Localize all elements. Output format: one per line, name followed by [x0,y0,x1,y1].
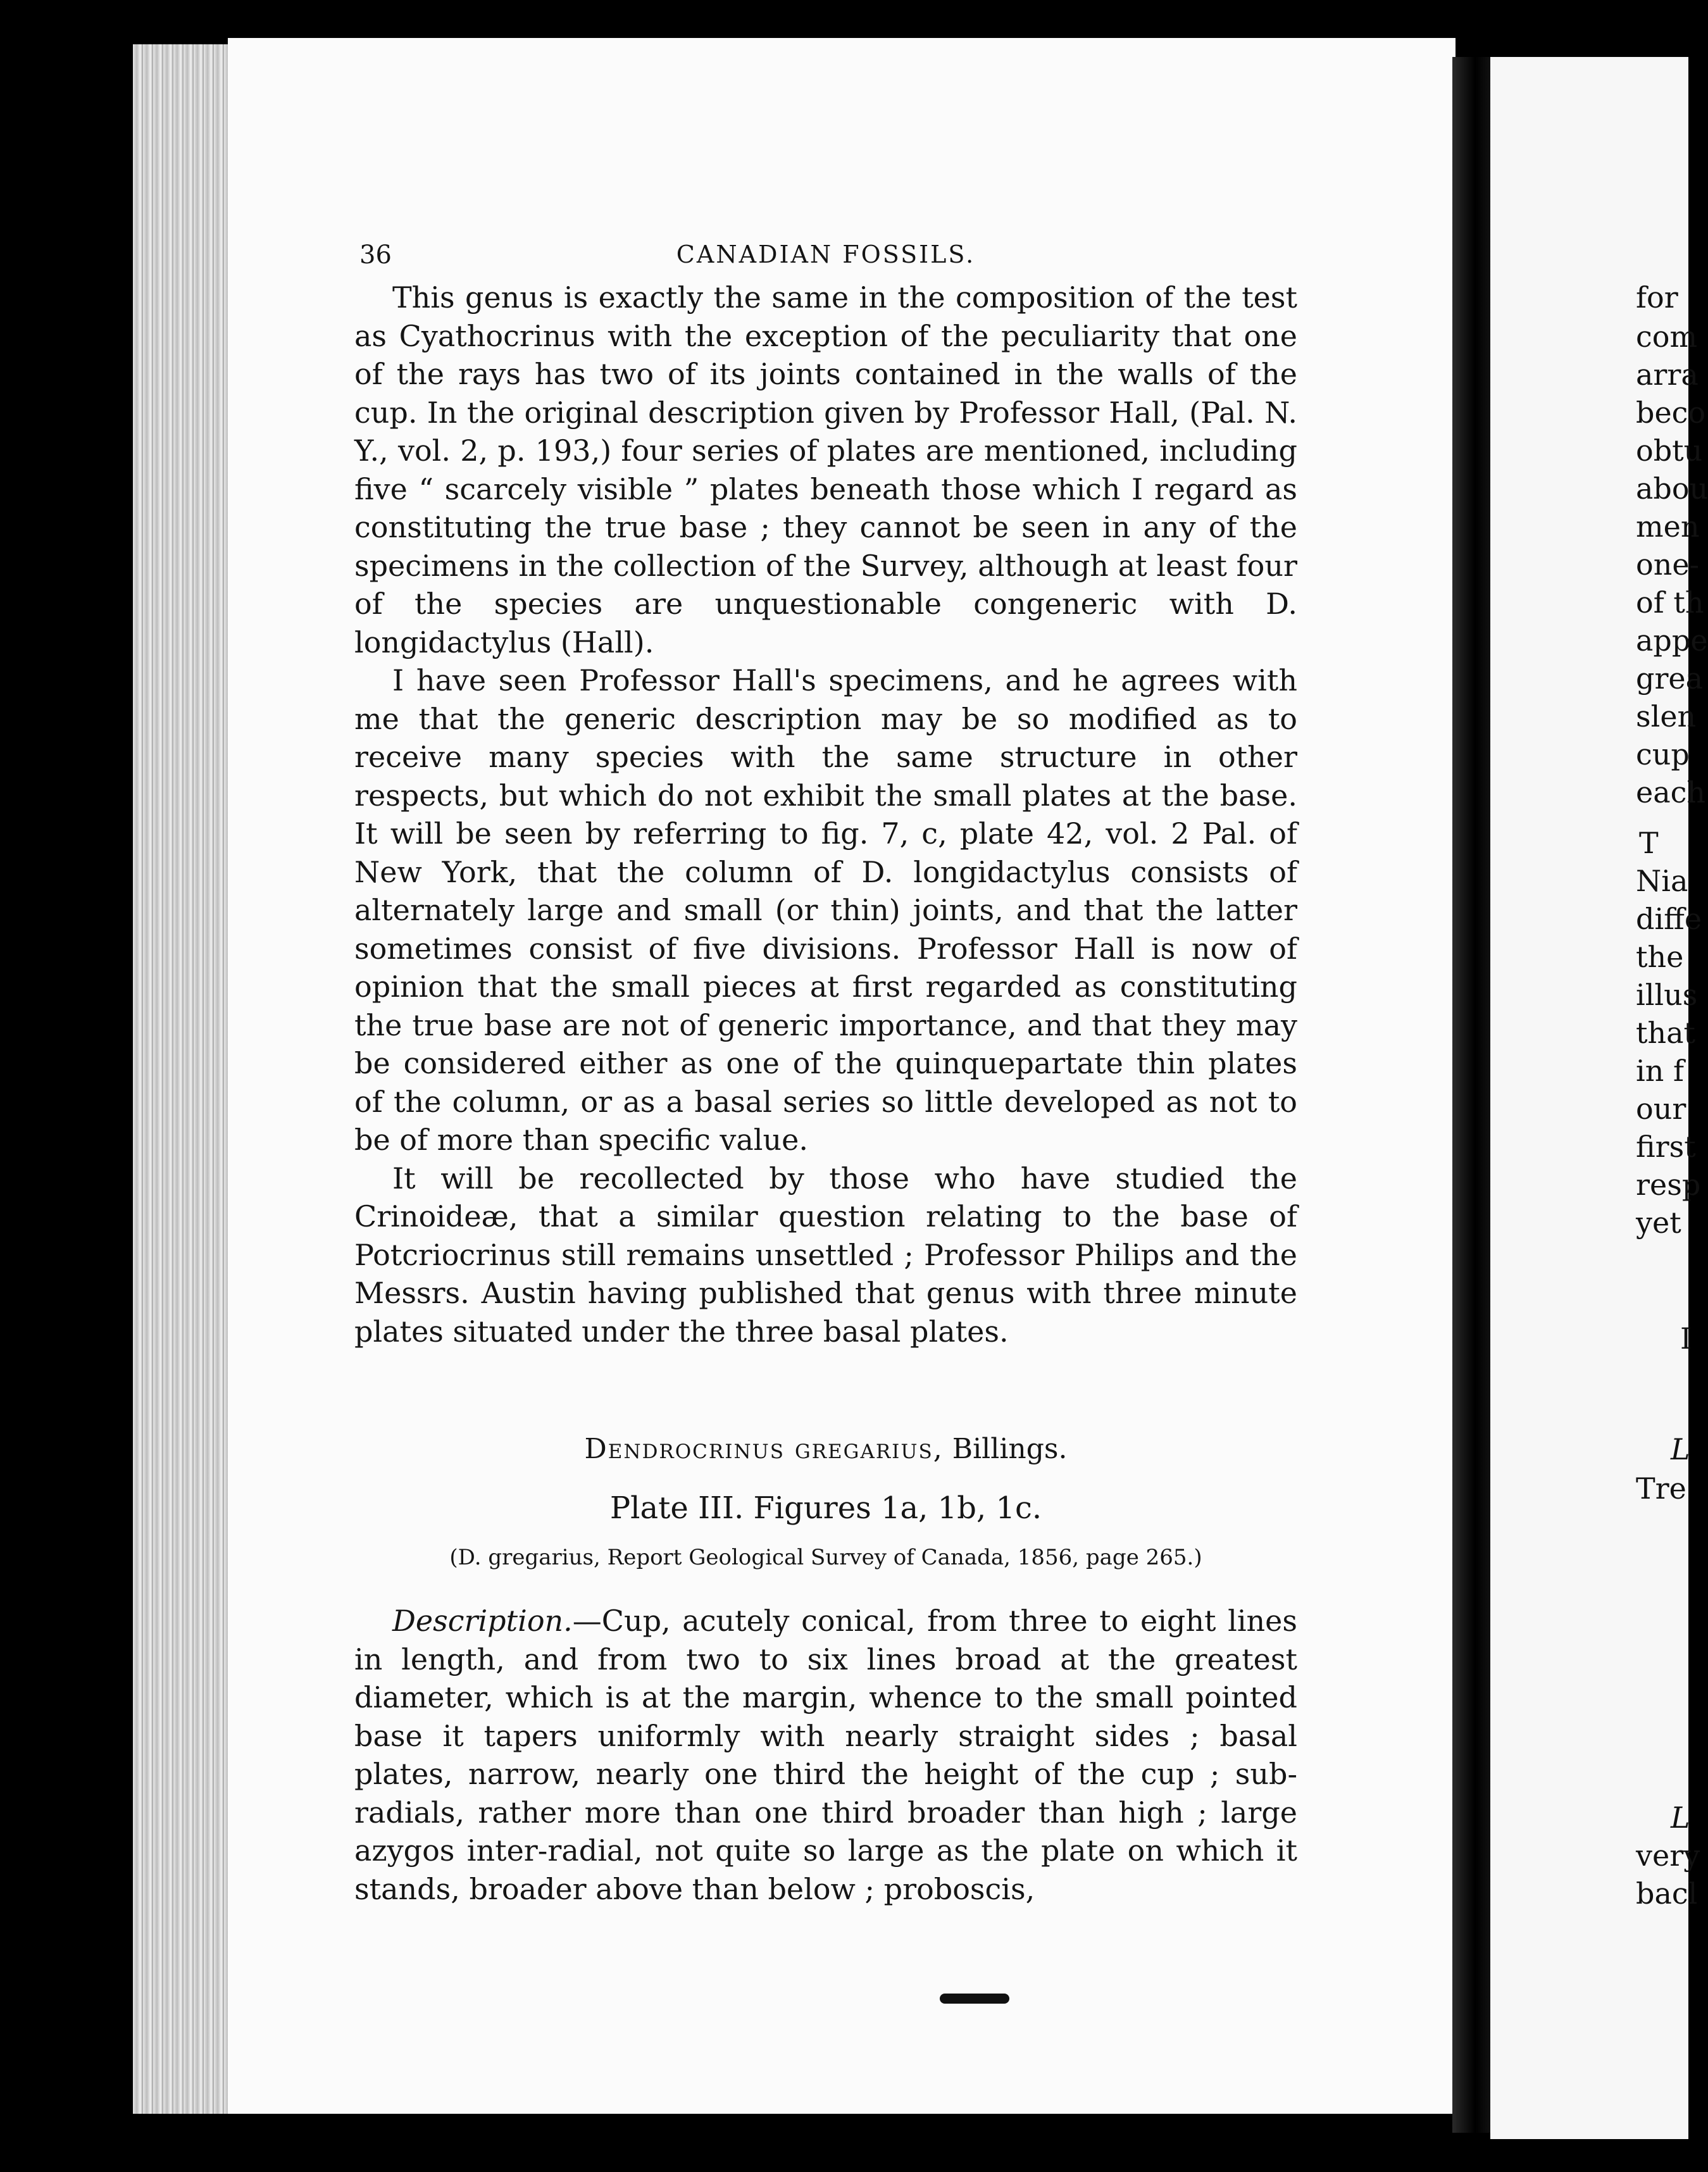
right-fragment: grea [1636,661,1704,696]
page-content [354,228,1297,1908]
right-fragment: one- [1636,547,1700,582]
right-fragment: slen [1636,699,1697,733]
right-fragment: beco [1636,396,1706,430]
right-fragment: of th [1636,585,1704,620]
running-title: CANADIAN FOSSILS. [676,240,976,268]
running-head [354,228,1297,278]
right-fragment: com [1636,320,1698,354]
right-fragment: appe [1636,623,1708,658]
right-fragment: obtu [1636,434,1703,468]
description-label: Description. [392,1604,573,1638]
page-stack-edges [133,44,234,2114]
right-fragment: for [1636,280,1678,315]
right-fragment: Nia [1636,864,1688,898]
page-number: 36 [359,240,392,270]
right-fragment: in f [1636,1054,1684,1088]
ink-mark [940,1994,1009,2004]
right-fragment: men [1636,509,1700,544]
right-fragment: Tre [1636,1471,1686,1506]
right-fragment: bacl [1636,1876,1698,1911]
species-name: Dendrocrinus gregarius, [584,1433,944,1465]
paragraph: This genus is exactly the same in the composition of the test as Cyathocrinus with the exception of the peculiarity that one of the rays has two of its joints contained in the walls of the cup. In the original description given by Professor Hall, (Pal. N. Y., vol. 2, p. 193,) four series of plates are mentioned, including five “ scarcely visible ” plates beneath those which I regard as constituting the true base ; they cannot be seen in any of the specimens in the collection of the Survey, although at least four of the species are unquestionable congeneric with D. longidactylus (Hall). [354,280,1297,659]
right-fragment: very [1636,1838,1700,1873]
right-fragment: T [1639,826,1659,860]
right-fragment: our [1636,1092,1686,1126]
right-fragment: the [1636,940,1684,974]
paragraph: I have seen Professor Hall's specimens, and he agrees with me that the generic description may be so modified as to receive many species with the same structure in other respects, but which do not exhibit the small plates at the base. It will be seen by referring to fig. 7, c, plate 42, vol. 2 Pal. of New York, that the column of D. longidactylus consists of alternately large and small (or thin) joints, and that the latter sometimes consist of five divisions. Professor Hall is now of opinion that the small pieces at first regarded as constituting the true base are not of generic importance, and that they may be considered either as one of the quinquepartate thin plates of the column, or as a basal series so little developed as not to be of more than specific value. [354,663,1297,1157]
right-fragment: diffe [1636,902,1702,936]
species-author: Billings. [943,1433,1068,1465]
species-heading [354,1433,1297,1465]
right-fragment: that [1636,1016,1696,1050]
right-page [1490,57,1708,2139]
book-gutter [1452,57,1490,2133]
description-paragraph [354,1602,1297,1908]
description-text: —Cup, acutely conical, from three to eight lines in length, and from two to six lines broad at the greatest diameter, which is at the margin, whence to the small pointed base it tapers uniformly with nearly straight sides ; basal plates, narrow, nearly one third the height of the cup ; sub-radials, rather more than one third broader than high ; large azygos inter-radial, not quite so large as the plate on which it stands, broader above than below ; proboscis, [354,1604,1297,1906]
right-fragment: L [1671,1801,1690,1835]
right-fragment: resp [1636,1168,1701,1202]
plate-reference: Plate III. Figures 1a, 1b, 1c. [609,1490,1042,1526]
right-fragment: illus [1636,978,1698,1012]
paragraph: It will be recollected by those who have studied the Crinoideæ, that a similar question relating to the base of Potcriocrinus still remains unsettled ; Professor Philips and the Messrs. Austin having published that genus with three minute plates situated under the three basal plates. [354,1161,1297,1349]
right-fragment: yet [1636,1206,1681,1240]
right-fragment: first [1636,1130,1696,1164]
right-fragment: arra [1636,358,1699,392]
right-fragment: abou [1636,471,1708,506]
right-fragment: L [1671,1432,1690,1466]
right-fragment: each [1636,775,1706,809]
right-fragment: cup [1636,737,1690,771]
right-fragment: I [1680,1321,1692,1356]
citation: (D. gregarius, Report Geological Survey of Canada, 1856, page 265.) [449,1545,1202,1570]
